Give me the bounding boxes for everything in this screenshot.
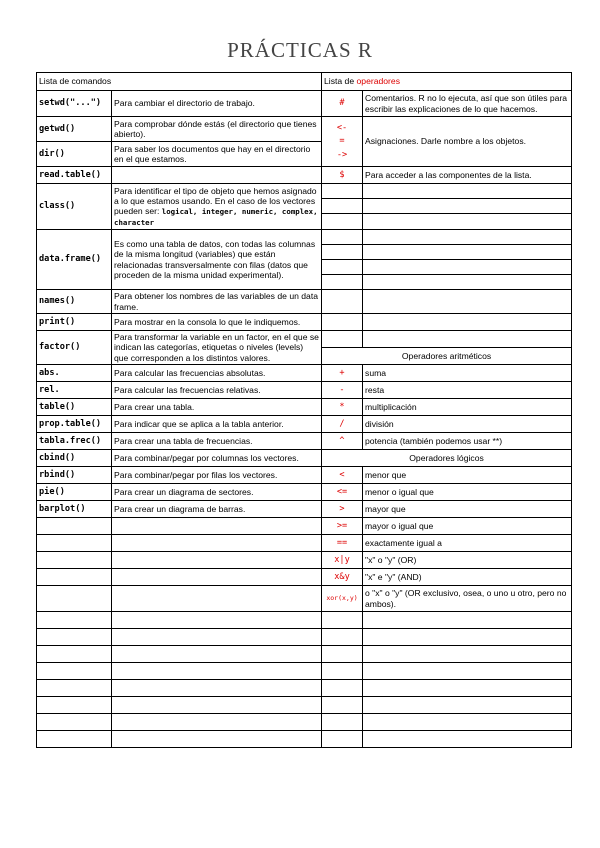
operator-description: "x" e "y" (AND)	[363, 569, 572, 586]
operator-description: "x" o "y" (OR)	[363, 552, 572, 569]
operator-symbol: <- = ->	[322, 117, 363, 167]
operator-description: multiplicación	[363, 399, 572, 416]
reference-table	[36, 72, 572, 748]
operator-symbol: $	[322, 167, 363, 184]
operator-description: suma	[363, 365, 572, 382]
operator-description: menor que	[363, 467, 572, 484]
command-cell: factor()	[37, 331, 112, 365]
page-title: PRÁCTICAS R	[227, 38, 373, 62]
operator-description: exactamente igual a	[363, 535, 572, 552]
command-cell: rbind()	[37, 467, 112, 484]
operator-symbol: <=	[322, 484, 363, 501]
command-description	[112, 167, 322, 184]
command-cell: print()	[37, 314, 112, 331]
command-cell: pie()	[37, 484, 112, 501]
operator-symbol: >=	[322, 518, 363, 535]
operator-symbol: x&y	[322, 569, 363, 586]
command-cell: class()	[37, 184, 112, 230]
command-description: Para transformar la variable en un factor, en el que se indican las categorías, etiquetas o niveles (levels) que corresponden a los distintos valores.	[112, 331, 322, 365]
operator-description: menor o igual que	[363, 484, 572, 501]
command-description: Para indicar que se aplica a la tabla anterior.	[112, 416, 322, 433]
operator-symbol: xor(x,y)	[322, 586, 363, 612]
operator-description: mayor o igual que	[363, 518, 572, 535]
command-description: Para calcular las frecuencias absolutas.	[112, 365, 322, 382]
operators-header: Lista de operadores	[322, 73, 572, 91]
command-cell: getwd()	[37, 117, 112, 142]
command-description: Es como una tabla de datos, con todas las columnas de la misma longitud (variables) que están relacionadas transversalmente con filas (datos que proceden de la misma unidad experimental).	[112, 230, 322, 290]
operator-symbol: ==	[322, 535, 363, 552]
command-cell: dir()	[37, 142, 112, 167]
command-cell: read.table()	[37, 167, 112, 184]
operator-symbol: -	[322, 382, 363, 399]
command-cell: rel.	[37, 382, 112, 399]
command-cell: barplot()	[37, 501, 112, 518]
command-description: Para obtener los nombres de las variables de un data frame.	[112, 290, 322, 314]
operator-symbol: ^	[322, 433, 363, 450]
command-cell: tabla.frec()	[37, 433, 112, 450]
operator-symbol: /	[322, 416, 363, 433]
command-description: Para identificar el tipo de objeto que hemos asignado a lo que estamos usando. En el caso de los vectores pueden ser: logical, integer, numeric, complex, character	[112, 184, 322, 230]
operator-description: potencia (también podemos usar **)	[363, 433, 572, 450]
operator-description: resta	[363, 382, 572, 399]
command-cell: prop.table()	[37, 416, 112, 433]
operator-description: Comentarios. R no lo ejecuta, así que son útiles para escribir las explicaciones de lo que hacemos.	[363, 91, 572, 117]
arithmetic-operators-title: Operadores aritméticos	[322, 348, 572, 365]
command-cell: table()	[37, 399, 112, 416]
command-description: Para combinar/pegar por filas los vectores.	[112, 467, 322, 484]
operator-symbol: x|y	[322, 552, 363, 569]
command-cell: cbind()	[37, 450, 112, 467]
operator-description: Asignaciones. Darle nombre a los objetos.	[363, 117, 572, 167]
commands-header: Lista de comandos	[37, 73, 322, 91]
command-cell: abs.	[37, 365, 112, 382]
logical-operators-title: Operadores lógicos	[322, 450, 572, 467]
operator-description: o "x" o "y" (OR exclusivo, osea, o uno u otro, pero no ambos).	[363, 586, 572, 612]
operator-description: mayor que	[363, 501, 572, 518]
operator-symbol: #	[322, 91, 363, 117]
operator-symbol: >	[322, 501, 363, 518]
operator-symbol: *	[322, 399, 363, 416]
command-description: Para mostrar en la consola lo que le indiquemos.	[112, 314, 322, 331]
command-description: Para crear una tabla de frecuencias.	[112, 433, 322, 450]
command-description: Para crear un diagrama de sectores.	[112, 484, 322, 501]
command-cell: setwd("...")	[37, 91, 112, 117]
operator-description: Para acceder a las componentes de la lista.	[363, 167, 572, 184]
command-description: Para crear una tabla.	[112, 399, 322, 416]
command-description: Para cambiar el directorio de trabajo.	[112, 91, 322, 117]
command-description: Para combinar/pegar por columnas los vectores.	[112, 450, 322, 467]
command-description: Para comprobar dónde estás (el directorio que tienes abierto).	[112, 117, 322, 142]
command-description: Para saber los documentos que hay en el directorio en el que estamos.	[112, 142, 322, 167]
operator-symbol: <	[322, 467, 363, 484]
command-description: Para crear un diagrama de barras.	[112, 501, 322, 518]
operator-symbol: +	[322, 365, 363, 382]
command-cell: names()	[37, 290, 112, 314]
operator-description: división	[363, 416, 572, 433]
command-description: Para calcular las frecuencias relativas.	[112, 382, 322, 399]
command-cell: data.frame()	[37, 230, 112, 290]
